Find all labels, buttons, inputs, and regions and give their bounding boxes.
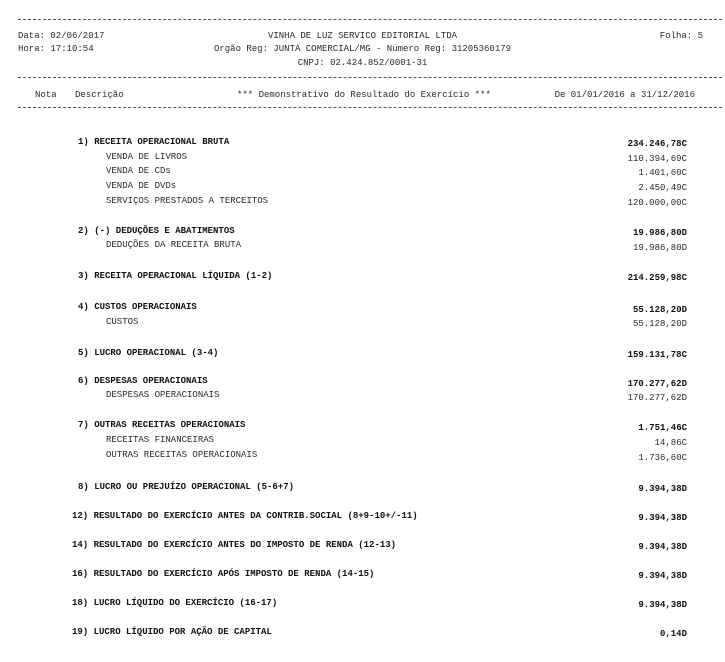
line-item-value: 1.401,60C [638,168,687,178]
cnpj: CNPJ: 02.424.852/0001-31 [297,58,428,68]
page-number: Folha: 5 [659,31,703,41]
section-1-total: 234.246,78C [627,139,687,149]
line-item-label: VENDA DE CDs [106,166,171,176]
section-12-total: 9.394,38D [638,513,687,523]
section-8-title: 8) LUCRO OU PREJUÍZO OPERACIONAL (5-6+7) [78,482,295,492]
line-item-label: DEDUÇÕES DA RECEITA BRUTA [106,240,242,250]
column-note: Nota [35,90,57,100]
section-7-title: 7) OUTRAS RECEITAS OPERACIONAIS [78,420,246,430]
line-item-value: 110.394,69C [627,154,687,164]
line-item-value: 120.000,00C [627,198,687,208]
line-item-label: RECEITAS FINANCEIRAS [106,435,215,445]
columns-rule [18,107,722,108]
company-name: VINHA DE LUZ SERVICO EDITORIAL LTDA [267,31,458,41]
section-1-title: 1) RECEITA OPERACIONAL BRUTA [78,137,230,147]
line-item-value: 19.986,80D [632,243,687,253]
report-title: *** Demonstrativo do Resultado do Exercício *** [237,90,491,100]
section-8-total: 9.394,38D [638,484,687,494]
section-14-total: 9.394,38D [638,542,687,552]
section-18-title: 18) LUCRO LÍQUIDO DO EXERCÍCIO (16-17) [72,598,278,608]
line-item-label: VENDA DE DVDs [106,181,177,191]
line-item-label: VENDA DE LIVROS [106,152,188,162]
section-14-title: 14) RESULTADO DO EXERCÍCIO ANTES DO IMPOSTO DE RENDA (12-13) [72,540,397,550]
section-6-title: 6) DESPESAS OPERACIONAIS [78,376,208,386]
registry-info: Orgão Reg: JUNTA COMERCIAL/MG - Número Reg: 31205360179 [213,44,512,54]
section-16-total: 9.394,38D [638,571,687,581]
line-item-value: 170.277,62D [627,393,687,403]
print-time: Hora: 17:10:54 [18,44,94,54]
line-item-value: 2.450,49C [638,183,687,193]
line-item-label: SERVIÇOS PRESTADOS A TERCEITOS [106,196,269,206]
section-6-total: 170.277,62D [627,379,687,389]
section-4-title: 4) CUSTOS OPERACIONAIS [78,302,197,312]
line-item-label: DESPESAS OPERACIONAIS [106,390,220,400]
line-item-label: CUSTOS [106,317,139,327]
section-19-title: 19) LUCRO LÍQUIDO POR AÇÃO DE CAPITAL [72,627,272,637]
line-item-value: 1.736,60C [638,453,687,463]
section-7-total: 1.751,46C [638,423,687,433]
line-item-label: OUTRAS RECEITAS OPERACIONAIS [106,450,258,460]
section-12-title: 12) RESULTADO DO EXERCÍCIO ANTES DA CONTRIB.SOCIAL (8+9-10+/-11) [72,511,418,521]
section-2-title: 2) (-) DEDUÇÕES E ABATIMENTOS [78,226,235,236]
top-rule [18,19,722,20]
section-2-total: 19.986,80D [632,228,687,238]
section-18-total: 9.394,38D [638,600,687,610]
section-19-total: 0,14D [659,629,687,639]
report-period: De 01/01/2016 a 31/12/2016 [554,90,695,100]
section-3-title: 3) RECEITA OPERACIONAL LÍQUIDA (1-2) [78,271,273,281]
print-date: Data: 02/06/2017 [18,31,105,41]
section-5-title: 5) LUCRO OPERACIONAL (3-4) [78,348,219,358]
section-4-total: 55.128,20D [632,305,687,315]
column-description: Descrição [75,90,124,100]
line-item-value: 14,86C [654,438,687,448]
section-3-total: 214.259,98C [627,273,687,283]
header-rule [18,77,722,78]
line-item-value: 55.128,20D [632,319,687,329]
section-5-total: 159.131,78C [627,350,687,360]
section-16-title: 16) RESULTADO DO EXERCÍCIO APÓS IMPOSTO DE RENDA (14-15) [72,569,375,579]
